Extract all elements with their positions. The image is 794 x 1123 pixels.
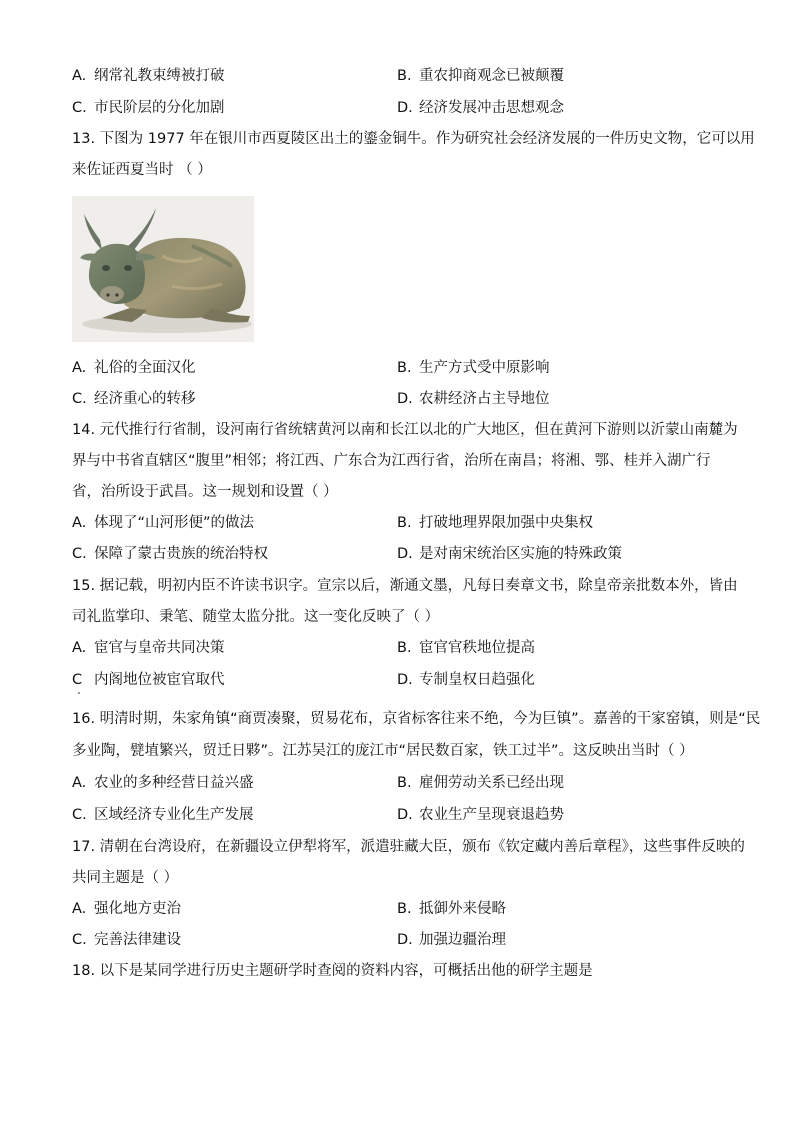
q15-option-d[interactable]: D. 专制皇权日趋强化 (397, 672, 535, 688)
q15-options-row-1 (72, 638, 732, 658)
q17-option-a[interactable]: A. 强化地方吏治 (72, 901, 181, 917)
q13-stem-line-2: 来佐证西夏当时 （ ） (72, 162, 212, 178)
q15-stem-line-2: 司礼监掌印、秉笔、随堂太监分批。这一变化反映了（ ） (72, 609, 440, 625)
q16-options-row-1 (72, 773, 732, 793)
q12-options-row-2 (72, 98, 732, 118)
q13-option-a[interactable]: A. 礼俗的全面汉化 (72, 360, 196, 376)
q17-stem-line-1: 17. 清朝在台湾设府，在新疆设立伊犁将军，派遣驻藏大臣，颁布《钦定藏内善后章程》，这些事件反映的 (72, 839, 745, 855)
q15-options-row-2 (72, 670, 732, 690)
q14-stem-line-3: 省，治所设于武昌。这一规划和设置（ ） (72, 484, 338, 500)
q17-options-row-2 (72, 930, 732, 950)
bronze-ox-illustration (72, 196, 254, 342)
q14-option-b[interactable]: B. 打破地理界限加强中央集权 (397, 515, 593, 531)
q14-stem-line-2: 界与中书省直辖区“腹里”相邻；将江西、广东合为江西行省，治所在南昌；将湘、鄂、桂并入湖广行 (72, 453, 711, 469)
q15-option-a[interactable]: A. 宦官与皇帝共同决策 (72, 640, 225, 656)
q13-options-row-1 (72, 358, 732, 378)
q17-option-c[interactable]: C. 完善法律建设 (72, 932, 181, 948)
q18-stem-line-1: 18. 以下是某同学进行历史主题研学时查阅的资料内容，可概括出他的研学主题是 (72, 963, 593, 979)
gilded-bronze-ox-image (72, 196, 254, 342)
q13-options-row-2 (72, 389, 732, 409)
q13-option-c[interactable]: C. 经济重心的转移 (72, 391, 196, 407)
q12-options-row-1 (72, 66, 732, 86)
q13-stem-line-1: 13. 下图为 1977 年在银川市西夏陵区出土的鎏金铜牛。作为研究社会经济发展的一件历史文物，它可以用 (72, 131, 755, 147)
q15-stem-line-1: 15. 据记载，明初内臣不许读书识字。宣宗以后，渐通文墨，凡每日奏章文书，除皇帝亲批数本外，皆由 (72, 578, 738, 594)
q13-option-d[interactable]: D. 农耕经济占主导地位 (397, 391, 550, 407)
q16-option-c[interactable]: C. 区域经济专业化生产发展 (72, 807, 254, 823)
q12-option-a[interactable]: A. 纲常礼教束缚被打破 (72, 68, 225, 84)
q16-option-d[interactable]: D. 农业生产呈现衰退趋势 (397, 807, 564, 823)
q14-option-c[interactable]: C. 保障了蒙古贵族的统治特权 (72, 546, 268, 562)
q12-option-d[interactable]: D. 经济发展冲击思想观念 (397, 100, 564, 116)
q14-options-row-1 (72, 513, 732, 533)
q17-option-b[interactable]: B. 抵御外来侵略 (397, 901, 506, 917)
q14-option-a[interactable]: A. 体现了“山河形便”的做法 (72, 515, 255, 531)
q14-options-row-2 (72, 544, 732, 564)
q14-stem-line-1: 14. 元代推行行省制，设河南行省统辖黄河以南和长江以北的广大地区，但在黄河下游则以沂蒙山南麓为 (72, 422, 738, 438)
q17-options-row-1 (72, 899, 732, 919)
q16-stem-line-2: 多业陶，甓埴繁兴，贸迁日夥”。江苏吴江的庞江市“居民数百家，铁工过半”。这反映出当时（ ） (72, 743, 694, 759)
q16-option-b[interactable]: B. 雇佣劳动关系已经出现 (397, 775, 564, 791)
q12-option-b[interactable]: B. 重农抑商观念已被颠覆 (397, 68, 564, 84)
q15-option-b[interactable]: B. 宦官官秩地位提高 (397, 640, 535, 656)
q16-stem-line-1: 16. 明清时期，朱家角镇“商贾凑聚，贸易花布，京省标客往来不绝，今为巨镇”。嘉善的干家窑镇，则是“民 (72, 711, 761, 727)
q16-option-a[interactable]: A. 农业的多种经营日益兴盛 (72, 775, 254, 791)
q17-stem-line-2: 共同主题是（ ） (72, 870, 179, 886)
q17-option-d[interactable]: D. 加强边疆治理 (397, 932, 506, 948)
q16-options-row-2 (72, 805, 732, 825)
q14-option-d[interactable]: D. 是对南宋统治区实施的特殊政策 (397, 546, 622, 562)
q12-option-c[interactable]: C. 市民阶层的分化加剧 (72, 100, 225, 116)
q13-option-b[interactable]: B. 生产方式受中原影响 (397, 360, 550, 376)
q15-option-c[interactable]: C 内阁地位被宦官取代 (72, 672, 225, 688)
stray-mark (78, 692, 80, 694)
